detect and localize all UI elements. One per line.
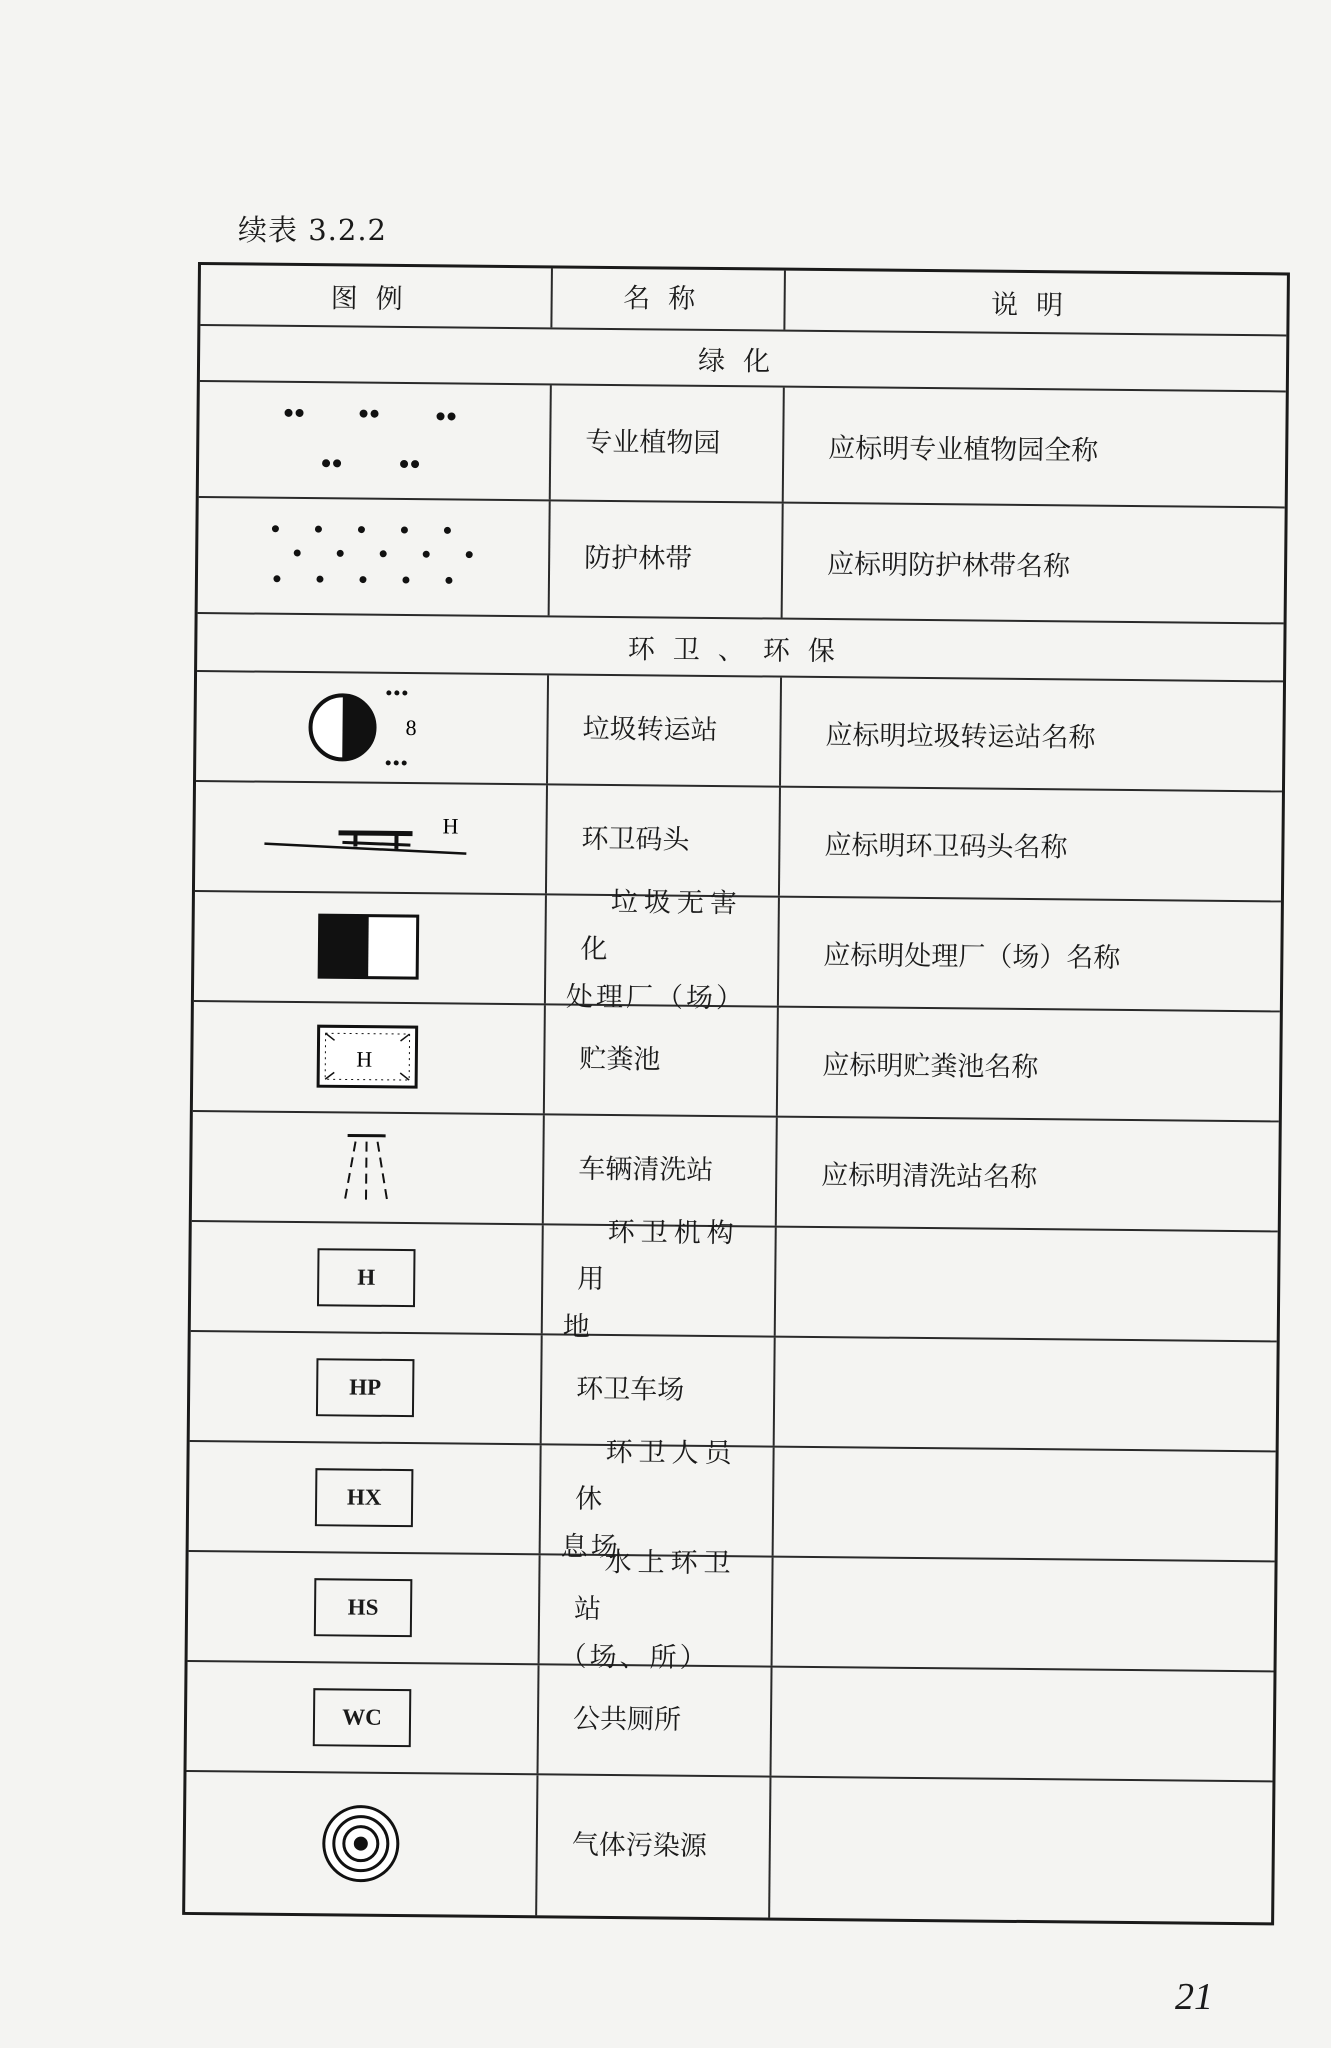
header-name: 名称	[552, 268, 786, 329]
legend-cell	[194, 892, 547, 1003]
pier-icon	[260, 802, 481, 874]
name-line-2: 息场	[560, 1531, 621, 1563]
name-cell: 贮粪池	[545, 1005, 779, 1115]
clustered-dots-icon	[264, 395, 485, 487]
legend-cell	[191, 1222, 544, 1333]
name-line-1: 水上环卫站	[573, 1547, 737, 1626]
note-cell	[770, 1778, 1272, 1923]
symbol-label: H	[442, 813, 459, 839]
legend-cell	[189, 1442, 542, 1553]
section-title-sanitation: 环卫、环保	[627, 633, 853, 667]
table-row	[198, 496, 1285, 622]
name-cell: 车辆清洗站	[544, 1115, 778, 1225]
note-cell: 应标明清洗站名称	[821, 1159, 1038, 1193]
legend-cell	[187, 1662, 540, 1773]
legend-cell	[188, 1552, 541, 1663]
legend-table	[182, 262, 1290, 1925]
h-box-icon: H	[317, 1248, 416, 1307]
table-row	[191, 1217, 1278, 1343]
name-cell: 垃圾转运站	[548, 675, 782, 785]
table-row	[199, 380, 1286, 506]
note-cell: 应标明处理厂（场）名称	[823, 939, 1121, 974]
legend-cell	[193, 1002, 546, 1113]
name-line-2: 地	[562, 1311, 593, 1343]
name-cell: 环卫码头	[547, 785, 781, 895]
table-row	[185, 1770, 1272, 1922]
legend-cell	[199, 382, 552, 499]
note-cell: 应标明贮粪池名称	[822, 1049, 1039, 1083]
header-legend: 图例	[200, 265, 553, 327]
note-cell	[773, 1558, 1275, 1671]
legend-cell	[190, 1332, 543, 1443]
name-cell: 专业植物园	[551, 385, 785, 501]
name-line-2: 处理厂（场）	[565, 981, 747, 1014]
note-cell	[775, 1338, 1277, 1451]
symbol-label: H	[356, 1046, 373, 1072]
header-note: 说明	[990, 289, 1082, 322]
legend-cell	[196, 672, 549, 783]
note-cell	[774, 1448, 1276, 1561]
note-cell: 应标明环卫码头名称	[824, 829, 1068, 863]
name-line-1: 环卫人员休	[574, 1437, 738, 1516]
table-row	[196, 670, 1283, 790]
concentric-circles-icon	[318, 1801, 403, 1886]
legend-cell	[192, 1112, 545, 1223]
table-row	[193, 1000, 1280, 1120]
hs-box-icon: HS	[314, 1578, 413, 1637]
name-line-2: （场、所）	[559, 1641, 710, 1674]
note-cell	[771, 1668, 1273, 1781]
hx-box-icon: HX	[315, 1468, 414, 1527]
note-cell: 应标明专业植物园全称	[828, 432, 1099, 467]
half-circle-icon	[306, 682, 437, 773]
table-row	[194, 887, 1281, 1014]
legend-cell	[185, 1772, 538, 1915]
name-cell	[546, 887, 780, 1014]
hp-box-icon: HP	[316, 1358, 415, 1417]
table-caption: 续表 3.2.2	[238, 213, 388, 247]
name-cell: 公共厕所	[539, 1665, 773, 1775]
table-row	[187, 1660, 1274, 1780]
spray-icon	[337, 1127, 398, 1208]
note-cell: 应标明垃圾转运站名称	[825, 719, 1096, 754]
name-cell	[543, 1217, 777, 1343]
table-header-row	[200, 265, 1287, 334]
name-cell: 环卫车场	[542, 1335, 776, 1445]
page-number: 21	[1175, 1976, 1213, 2018]
name-line-1: 环卫机构用	[577, 1217, 740, 1296]
section-row-greening	[200, 324, 1286, 390]
note-cell: 应标明防护林带名称	[826, 548, 1071, 582]
name-cell: 气体污染源	[537, 1775, 771, 1917]
half-filled-rect-icon	[317, 913, 422, 982]
section-title-greening: 绿化	[697, 345, 789, 378]
symbol-label: 8	[405, 715, 417, 741]
note-cell	[776, 1228, 1278, 1341]
legend-cell	[198, 498, 551, 615]
name-cell: 防护林带	[550, 501, 784, 617]
wc-box-icon: WC	[313, 1688, 412, 1747]
section-row-sanitation	[197, 612, 1284, 680]
name-line-1: 垃圾无害化	[580, 887, 744, 966]
cesspool-icon	[316, 1024, 421, 1091]
scattered-dots-icon	[263, 511, 484, 603]
legend-cell	[195, 782, 548, 893]
